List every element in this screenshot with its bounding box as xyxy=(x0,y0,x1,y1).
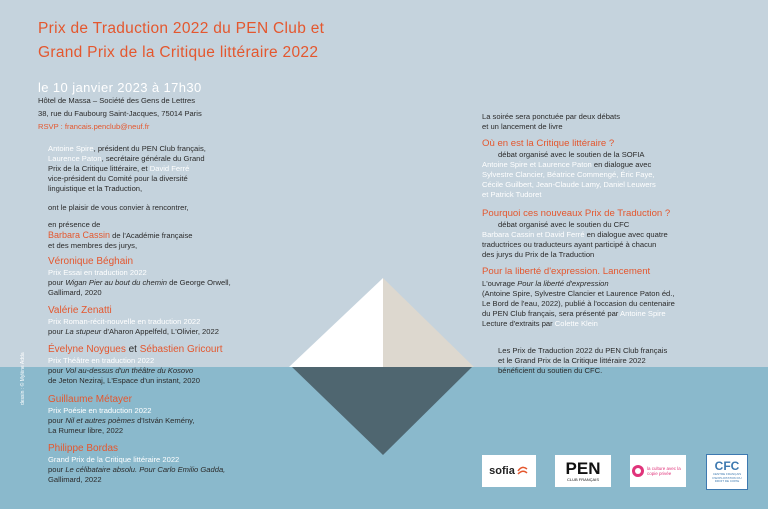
vp-name: David Ferré xyxy=(149,164,190,173)
invitation-guest: Barbara Cassin de l'Académie française xyxy=(48,230,193,240)
side-credit: dessin : © Mylène Adda xyxy=(20,352,26,405)
laureate-publisher: Gallimard, 2020 xyxy=(48,288,102,297)
debate-1-panel-3: et Patrick Tudoret xyxy=(482,190,542,199)
invitation-jury: et des membres des jurys, xyxy=(48,241,138,250)
invitation-vp-role-2: linguistique et la Traduction, xyxy=(48,184,143,193)
debate-2-line-2: traductrices ou traducteurs ayant participé à chacun xyxy=(482,240,657,249)
guest-name: Barbara Cassin xyxy=(48,230,111,240)
cfc-logo: CFC CENTRE FRANÇAIS D'EXPLOITATION DU DROIT DE COPIE xyxy=(706,454,748,490)
laureate-work: pour La stupeur d'Aharon Appelfeld, L'Olivier, 2022 xyxy=(48,327,219,336)
debate-2-org: débat organisé avec le soutien du CFC xyxy=(498,220,630,229)
evening-intro: La soirée sera ponctuée par deux débats xyxy=(482,112,621,121)
rsvp-link[interactable]: RSVP : francais.penclub@neuf.fr xyxy=(38,122,150,131)
invitation-vp-role: vice-président du Comité pour la diversité xyxy=(48,174,188,183)
sofia-swirl-icon xyxy=(515,464,529,478)
support-note: Les Prix de Traduction 2022 du PEN Club français xyxy=(498,346,668,355)
laureate-name: Guillaume Métayer xyxy=(48,394,132,405)
invitation-host: Antoine Spire, président du PEN Club français, xyxy=(48,144,206,153)
sofia-logo: sofia xyxy=(482,455,536,487)
host-name: Antoine Spire xyxy=(48,144,94,153)
laureate-work-line-2: de Jeton Neziraj, L'Espace d'un instant, 2020 xyxy=(48,376,200,385)
iceberg-left-face xyxy=(289,278,383,367)
copie-privee-logo: la culture avec la copie privée xyxy=(630,455,686,487)
copie-privee-icon xyxy=(631,464,645,478)
debate-2-title: Pourquoi ces nouveaux Prix de Traduction ? xyxy=(482,208,671,219)
laureate-publisher: La Rumeur libre, 2022 xyxy=(48,426,124,435)
laureate-name: Valérie Zenatti xyxy=(48,305,112,316)
laureate-prize: Grand Prix de la Critique littéraire 2022 xyxy=(48,455,180,464)
launch-line-5: Lecture d'extraits par Colette Klein xyxy=(482,319,598,328)
secretary-name: Laurence Paton xyxy=(48,154,102,163)
pen-club-logo: PEN CLUB FRANÇAIS xyxy=(555,455,611,487)
laureate-prize: Prix Théâtre en traduction 2022 xyxy=(48,356,155,365)
support-note-3: bénéficient du soutien du CFC. xyxy=(498,366,603,375)
laureate-work: pour Vol au-dessus d'un théâtre du Kosovo xyxy=(48,366,194,375)
launch-line-2: (Antoine Spire, Sylvestre Clancier et Laurence Paton éd., xyxy=(482,289,675,298)
laureate-name: Philippe Bordas xyxy=(48,443,119,454)
laureate-prize: Prix Roman-récit-nouvelle en traduction 2022 xyxy=(48,317,201,326)
title-line-2: Grand Prix de la Critique littéraire 2022 xyxy=(38,44,319,61)
debate-1-org: débat organisé avec le soutien de la SOFIA xyxy=(498,150,645,159)
laureate-work: pour Nil et autres poèmes d'István Kemény, xyxy=(48,416,195,425)
invitation-pleasure: ont le plaisir de vous convier à rencontrer, xyxy=(48,203,189,212)
laureate-work: pour Le célibataire absolu. Pour Carlo Emilio Gadda, xyxy=(48,465,226,474)
title-line-1: Prix de Traduction 2022 du PEN Club et xyxy=(38,20,325,37)
debate-2-names: Barbara Cassin et David Ferré en dialogue avec quatre xyxy=(482,230,668,239)
invitation-secretary: Laurence Paton, secrétaire générale du Grand xyxy=(48,154,205,163)
debate-1-panel-2: Cécile Guilbert, Jean-Claude Lamy, Daniel Leuwers xyxy=(482,180,656,189)
invitation-presence: en présence de xyxy=(48,220,101,229)
iceberg-right-face xyxy=(383,278,474,367)
launch-line-1: L'ouvrage Pour la liberté d'expression xyxy=(482,279,609,288)
launch-title: Pour la liberté d'expression. Lancement xyxy=(482,266,651,277)
debate-2-line-3: des jurys du Prix de la Traduction xyxy=(482,250,595,259)
iceberg-reflection xyxy=(292,367,472,455)
launch-line-4: du PEN Club français, sera présenté par Antoine Spire xyxy=(482,309,666,318)
evening-intro-2: et un lancement de livre xyxy=(482,122,563,131)
debate-1-title: Où en est la Critique littéraire ? xyxy=(482,138,615,149)
event-venue: Hôtel de Massa – Société des Gens de Lettres xyxy=(38,96,196,105)
event-address: 38, rue du Faubourg Saint-Jacques, 75014 Paris xyxy=(38,109,202,118)
laureate-names: Évelyne Noygues et Sébastien Gricourt xyxy=(48,344,223,355)
laureate-name: Véronique Béghain xyxy=(48,256,134,267)
event-date: le 10 janvier 2023 à 17h30 xyxy=(38,80,202,95)
laureate-work: pour Wigan Pier au bout du chemin de George Orwell, xyxy=(48,278,231,287)
laureate-prize: Prix Poésie en traduction 2022 xyxy=(48,406,152,415)
laureate-publisher: Gallimard, 2022 xyxy=(48,475,102,484)
debate-1-panel: Sylvestre Clancier, Béatrice Commengé, Éric Faye, xyxy=(482,170,655,179)
launch-line-3: Le Bord de l'eau, 2022), publié à l'occasion du centenaire xyxy=(482,299,675,308)
debate-1-names: Antoine Spire et Laurence Paton en dialogue avec xyxy=(482,160,652,169)
support-note-2: et le Grand Prix de la Critique littéraire 2022 xyxy=(498,356,646,365)
invitation-prize-line: Prix de la Critique littéraire, et David Ferré xyxy=(48,164,190,173)
laureate-prize: Prix Essai en traduction 2022 xyxy=(48,268,147,277)
